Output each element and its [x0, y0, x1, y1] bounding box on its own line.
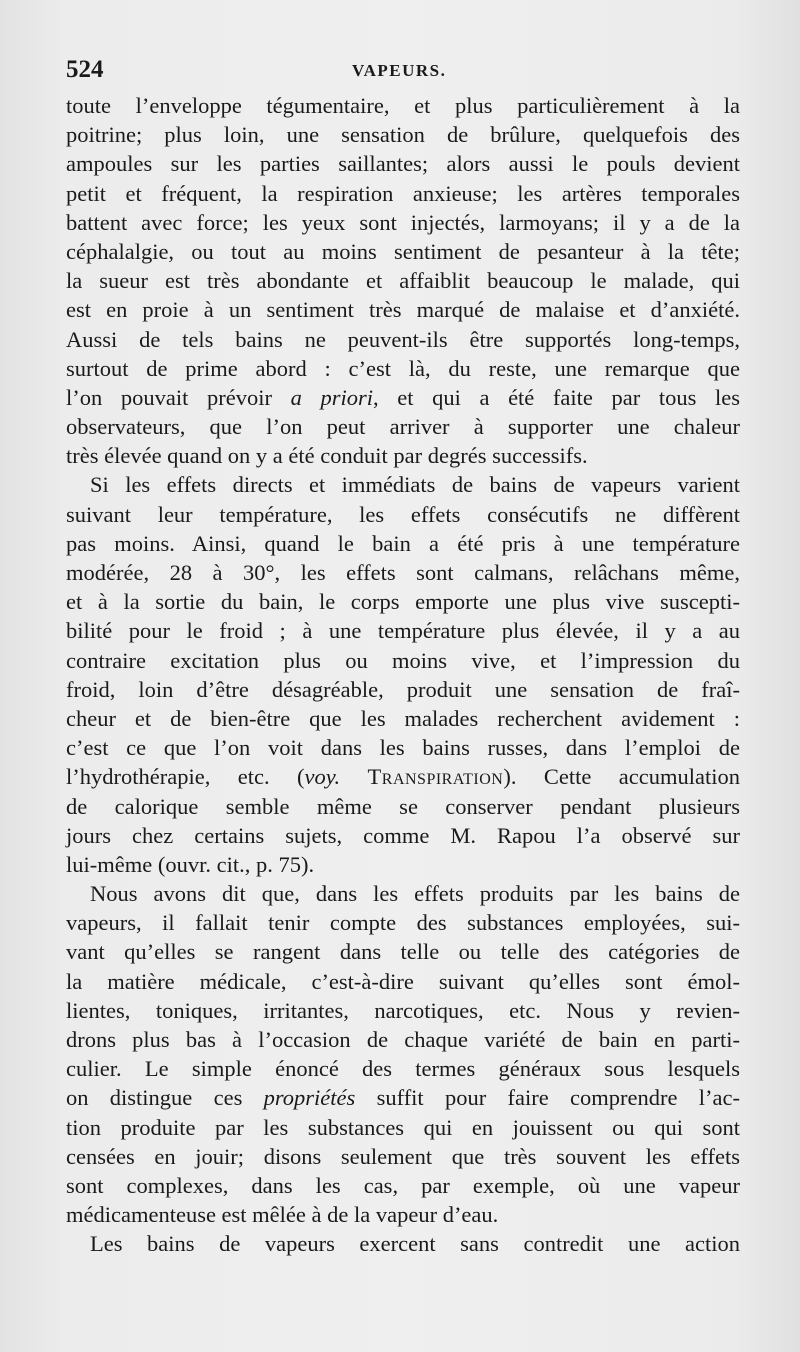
text-line: est en proie à un sentiment très marqué de malaise et d’anxiété.	[66, 297, 740, 323]
text-line: toute l’enveloppe tégumentaire, et plus particulièrement à la	[66, 93, 740, 118]
text-line: froid, loin d’être désagréable, produit une sensation de fraî-	[66, 676, 740, 702]
text-line: et à la sortie du bain, le corps emporte une plus vive suscepti-	[66, 589, 740, 615]
text-line	[66, 1083, 740, 1112]
text-run-mid	[340, 764, 367, 789]
page-header	[66, 56, 738, 86]
text-line: vant qu’elles se rangent dans telle ou telle des catégories de	[66, 939, 740, 965]
text-run-pre: on distingue ces	[66, 1085, 264, 1111]
text-line: de calorique semble même se conserver pendant plusieurs	[66, 793, 740, 819]
text-line: bilité pour le froid ; à une température plus élevée, il y a au	[66, 618, 740, 644]
text-line: culier. Le simple énoncé des termes généraux sous lesquels	[66, 1056, 740, 1082]
text-line: très élevée quand on y a été conduit par degrés successifs.	[66, 443, 588, 469]
text-line: surtout de prime abord : c’est là, du reste, une remarque que	[66, 355, 740, 381]
text-line: la matière médicale, c’est-à-dire suivant qu’elles sont émol-	[66, 968, 740, 994]
text-run-italic: a priori	[290, 384, 373, 410]
running-head: VAPEURS.	[352, 61, 447, 80]
text-line: poitrine; plus loin, une sensation de brûlure, quelquefois des	[66, 122, 740, 148]
text-run-pre: l’on pouvait prévoir	[66, 384, 291, 410]
text-line: suivant leur température, les effets consécutifs ne diffèrent	[66, 501, 740, 527]
text-run-smallcaps: Transpiration	[367, 764, 504, 790]
text-run-post: , et qui a été faite par tous les	[372, 384, 740, 410]
text-line: observateurs, que l’on peut arriver à supporter une chaleur	[66, 414, 740, 440]
page-number: 524	[66, 56, 104, 83]
text-line: vapeurs, il fallait tenir compte des substances employées, sui-	[66, 910, 740, 936]
text-line: ampoules sur les parties saillantes; alors aussi le pouls devient	[66, 151, 740, 177]
text-line: sont complexes, dans les cas, par exemple, où une vapeur	[66, 1172, 740, 1198]
text-line: censées en jouir; disons seulement que très souvent les effets	[66, 1143, 740, 1169]
text-run-post: suffit pour faire comprendre l’ac-	[355, 1085, 740, 1111]
text-line: céphalalgie, ou tout au moins sentiment de pesanteur à la tête;	[66, 238, 740, 264]
text-line: battent avec force; les yeux sont injectés, larmoyans; il y a de la	[66, 209, 740, 235]
text-line: petit et fréquent, la respiration anxieuse; les artères temporales	[66, 180, 740, 206]
text-line: tion produite par les substances qui en jouissent ou qui sont	[66, 1114, 740, 1140]
text-line: cheur et de bien-être que les malades recherchent avidement :	[66, 705, 740, 731]
text-line: lientes, toniques, irritantes, narcotiques, etc. Nous y revien-	[66, 997, 740, 1023]
text-line: modérée, 28 à 30°, les effets sont calmans, relâchans même,	[66, 560, 740, 585]
text-run-post: ). Cette accumulation	[503, 764, 740, 790]
text-run-italic: voy.	[304, 764, 341, 790]
text-line: Les bains de vapeurs exercent sans contredit une action	[90, 1231, 740, 1257]
text-line: contraire excitation plus ou moins vive, et l’impression du	[66, 647, 740, 673]
text-line: drons plus bas à l’occasion de chaque variété de bain en parti-	[66, 1027, 740, 1052]
text-line: médicamenteuse est mêlée à de la vapeur d’eau.	[66, 1202, 499, 1228]
text-run-pre: l’hydrothérapie, etc. (	[66, 764, 305, 790]
text-line: lui-même (ouvr. cit., p. 75).	[66, 851, 315, 877]
text-line: Nous avons dit que, dans les effets produits par les bains de	[90, 881, 740, 907]
text-run-italic: propriétés	[263, 1085, 356, 1111]
text-line: c’est ce que l’on voit dans les bains russes, dans l’emploi de	[66, 735, 740, 761]
text-line: pas moins. Ainsi, quand le bain a été pris à une température	[66, 530, 740, 556]
text-line: Aussi de tels bains ne peuvent-ils être supportés long-temps,	[66, 326, 740, 352]
text-line: la sueur est très abondante et affaiblit beaucoup le malade, qui	[66, 268, 740, 294]
text-line: jours chez certains sujets, comme M. Rapou l’a observé sur	[66, 822, 740, 848]
text-line: Si les effets directs et immédiats de bains de vapeurs varient	[90, 472, 740, 498]
text-line	[66, 383, 740, 412]
body-text	[66, 91, 740, 1259]
text-line	[66, 762, 740, 791]
